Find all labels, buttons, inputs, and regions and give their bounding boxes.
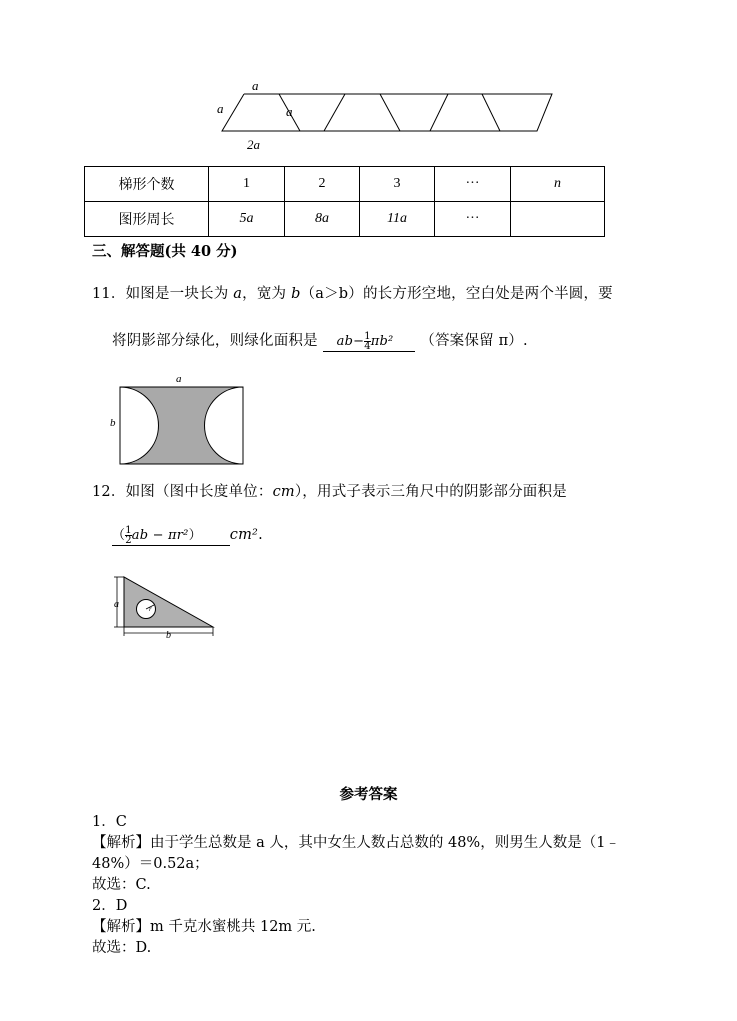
q12-expr: ab − πr² <box>131 528 189 543</box>
fig12-label-b: b <box>166 630 171 641</box>
q12-paren-close: ） <box>188 528 202 543</box>
answer-line: 【解析】m 千克水蜜桃共 12m 元. <box>92 919 316 935</box>
table-row <box>85 167 605 202</box>
trapezoid-chain-outline <box>222 94 552 131</box>
table-cell: 5a <box>209 202 285 237</box>
q12-text: 如图（图中长度单位： <box>125 484 273 500</box>
q11-frac-den: 4 <box>364 341 371 352</box>
q11-answer-tail: πb² <box>370 334 394 349</box>
q11-text: 如图是一块长为 <box>125 286 234 302</box>
fig11-label-b: b <box>110 417 116 429</box>
q11-text: 的长方形空地，空白处是两个半圆，要 <box>362 286 613 302</box>
answer-line: 故选：C. <box>92 877 151 893</box>
section-heading: 三、解答题(共 40 分) <box>92 243 238 260</box>
q12-unit2: cm² <box>229 527 259 543</box>
fig12-label-a: a <box>114 599 119 610</box>
q12-frac-num: 1 <box>125 525 132 536</box>
q12-unit: cm <box>272 484 295 500</box>
table-cell: 梯形个数 <box>85 167 209 202</box>
table-row <box>85 202 605 237</box>
q11-text: （答案保留 π）. <box>420 333 528 349</box>
triangle-shaded <box>124 577 213 627</box>
table-cell: n <box>511 167 605 202</box>
table-cell: 11a <box>360 202 435 237</box>
trapezoid-divider-3 <box>380 94 400 131</box>
table-cell: 2 <box>285 167 360 202</box>
table-cell <box>511 202 605 237</box>
q12-text: ），用式子表示三角尺中的阴影部分面积是 <box>294 484 567 500</box>
table-cell: ··· <box>435 202 511 237</box>
answer-line: 【解析】由于学生总数是 a 人，其中女生人数占总数的 48%，则男生人数是（1﹣ <box>92 835 620 851</box>
q12-answer <box>112 524 230 546</box>
q12-number: 12． <box>92 484 126 500</box>
fig12-label-r: r <box>149 605 152 613</box>
table-cell: 1 <box>209 167 285 202</box>
fig11-label-a: a <box>176 373 182 385</box>
q11-number: 11． <box>92 286 126 302</box>
label-top-a: a <box>252 78 259 93</box>
answer-line: 故选：D. <box>92 940 152 956</box>
answer-line: 48%）＝0.52a； <box>92 856 209 872</box>
q12-line1 <box>92 480 567 501</box>
ref-heading: 参考答案 <box>339 786 398 803</box>
table-cell: ··· <box>435 167 511 202</box>
q11-condition: （a＞b） <box>300 286 363 302</box>
perimeter-table <box>84 166 605 237</box>
trapezoid-chain-figure <box>200 72 580 158</box>
trapezoid-divider-5 <box>482 94 500 131</box>
q11-answer <box>323 332 416 352</box>
q11-text: 将阴影部分绿化，则绿化面积是 <box>112 333 318 349</box>
q11-answer-ab: ab− <box>336 334 365 349</box>
q11-line1 <box>92 282 613 303</box>
answer-line: 2．D <box>92 898 128 914</box>
q12-line2 <box>112 524 263 546</box>
q11-frac-num: 1 <box>364 331 371 342</box>
q11-line2 <box>112 329 528 352</box>
q11-var-a: a <box>233 286 243 302</box>
answer-line: 1．C <box>92 814 127 830</box>
label-inner-a: a <box>286 104 293 119</box>
table-cell: 8a <box>285 202 360 237</box>
table-cell: 3 <box>360 167 435 202</box>
trapezoid-divider-4 <box>430 94 448 131</box>
rectangle-semicircles-figure <box>105 370 255 470</box>
q11-var-b: b <box>291 286 301 302</box>
q11-text: ，宽为 <box>242 286 292 302</box>
q12-period: . <box>258 527 263 543</box>
answers-block <box>92 812 620 959</box>
q12-paren-open: （ <box>112 528 126 543</box>
table-cell: 图形周长 <box>85 202 209 237</box>
label-left-a: a <box>217 101 224 116</box>
label-bottom-2a: 2a <box>247 137 260 152</box>
triangle-ruler-figure <box>108 570 223 642</box>
trapezoid-divider-2 <box>324 94 345 131</box>
q12-frac-den: 2 <box>125 535 132 546</box>
